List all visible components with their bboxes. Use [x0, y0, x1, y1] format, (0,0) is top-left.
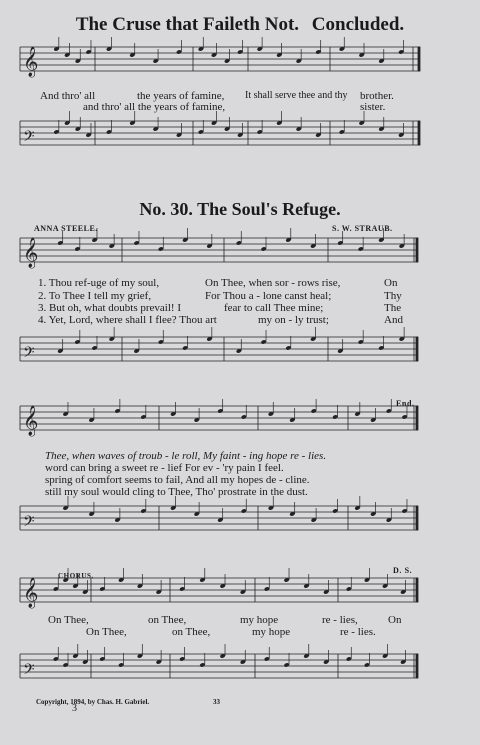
- chorus1-c: my hope: [240, 614, 279, 626]
- top-lyric-1a: And thro' all: [40, 90, 96, 102]
- verse3a-part1: 3. But oh, what doubts prevail! I: [38, 302, 181, 314]
- svg-text:𝄢: 𝄢: [23, 344, 35, 365]
- chorus2-b: on Thee,: [172, 626, 211, 638]
- verse1a-part1: 1. Thou ref-uge of my soul,: [38, 277, 160, 289]
- svg-text:𝄢: 𝄢: [23, 661, 35, 682]
- verse3b: spring of comfort seems to fail, And all my hopes de - cline.: [45, 474, 310, 486]
- hymn-title: No. 30. The Soul's Refuge.: [139, 199, 341, 219]
- composer-credit: S. W. STRAUB.: [332, 224, 393, 233]
- author-credit: ANNA STEELE.: [34, 224, 98, 233]
- ds-mark: D. S.: [393, 566, 413, 575]
- chorus1-a: On Thee,: [48, 614, 89, 626]
- top-lyric-2b: sister.: [360, 101, 386, 113]
- verse4a-part1: 4. Yet, Lord, where shall I flee? Thou art: [38, 314, 217, 326]
- chorus2-d: re - lies.: [340, 626, 376, 638]
- verse2a-part2: For Thou a - lone canst heal;: [205, 290, 332, 302]
- page-title: [0, 14, 480, 36]
- top-lyric-1c: It shall serve thee and thy: [245, 90, 348, 101]
- verse1b: Thee, when waves of troub - le roll, My faint - ing hope re - lies.: [45, 450, 327, 462]
- svg-text:𝄞: 𝄞: [23, 578, 39, 608]
- verse4a-part3: And: [384, 314, 403, 326]
- chorus2-c: my hope: [252, 626, 291, 638]
- svg-text:𝄞: 𝄞: [23, 406, 39, 436]
- svg-text:𝄞: 𝄞: [23, 238, 39, 268]
- verse3a-part3: The: [384, 302, 402, 314]
- verse3a-part2: fear to call Thee mine;: [224, 302, 324, 314]
- chorus1-d: re - lies,: [322, 614, 358, 626]
- verse2a-part1: 2. To Thee I tell my grief,: [38, 290, 152, 302]
- page-number: 33: [213, 698, 220, 706]
- chorus-label: CHORUS.: [58, 572, 94, 580]
- verse1a-part3: On: [384, 277, 398, 289]
- verse2a-part3: Thy: [384, 290, 402, 302]
- verse4b: still my soul would cling to Thee, Tho' prostrate in the dust.: [45, 486, 308, 498]
- verse4a-part2: my on - ly trust;: [258, 314, 329, 326]
- svg-text:𝄢: 𝄢: [23, 513, 35, 534]
- svg-text:𝄞: 𝄞: [23, 47, 39, 77]
- chorus1-e: On: [388, 614, 402, 626]
- top-lyric-2a: and thro' all the years of famine,: [83, 101, 226, 113]
- top-lyric-1b: the years of famine,: [137, 90, 225, 102]
- svg-text:𝄢: 𝄢: [23, 128, 35, 149]
- chorus2-a: On Thee,: [86, 626, 127, 638]
- copyright-notice: Copyright, 1894, by Chas. H. Gabriel.: [36, 698, 150, 706]
- top-lyric-1d: brother.: [360, 90, 394, 102]
- title-text: The Cruse that Faileth Not.: [75, 14, 300, 35]
- title-suffix: Concluded.: [311, 14, 405, 35]
- verse1a-part2: On Thee, when sor - rows rise,: [205, 277, 341, 289]
- verse2b: word can bring a sweet re - lief For ev - 'ry pain I feel.: [45, 462, 284, 474]
- signature-mark: 3: [72, 703, 77, 714]
- chorus1-b: on Thee,: [148, 614, 187, 626]
- end-mark: End.: [396, 399, 415, 408]
